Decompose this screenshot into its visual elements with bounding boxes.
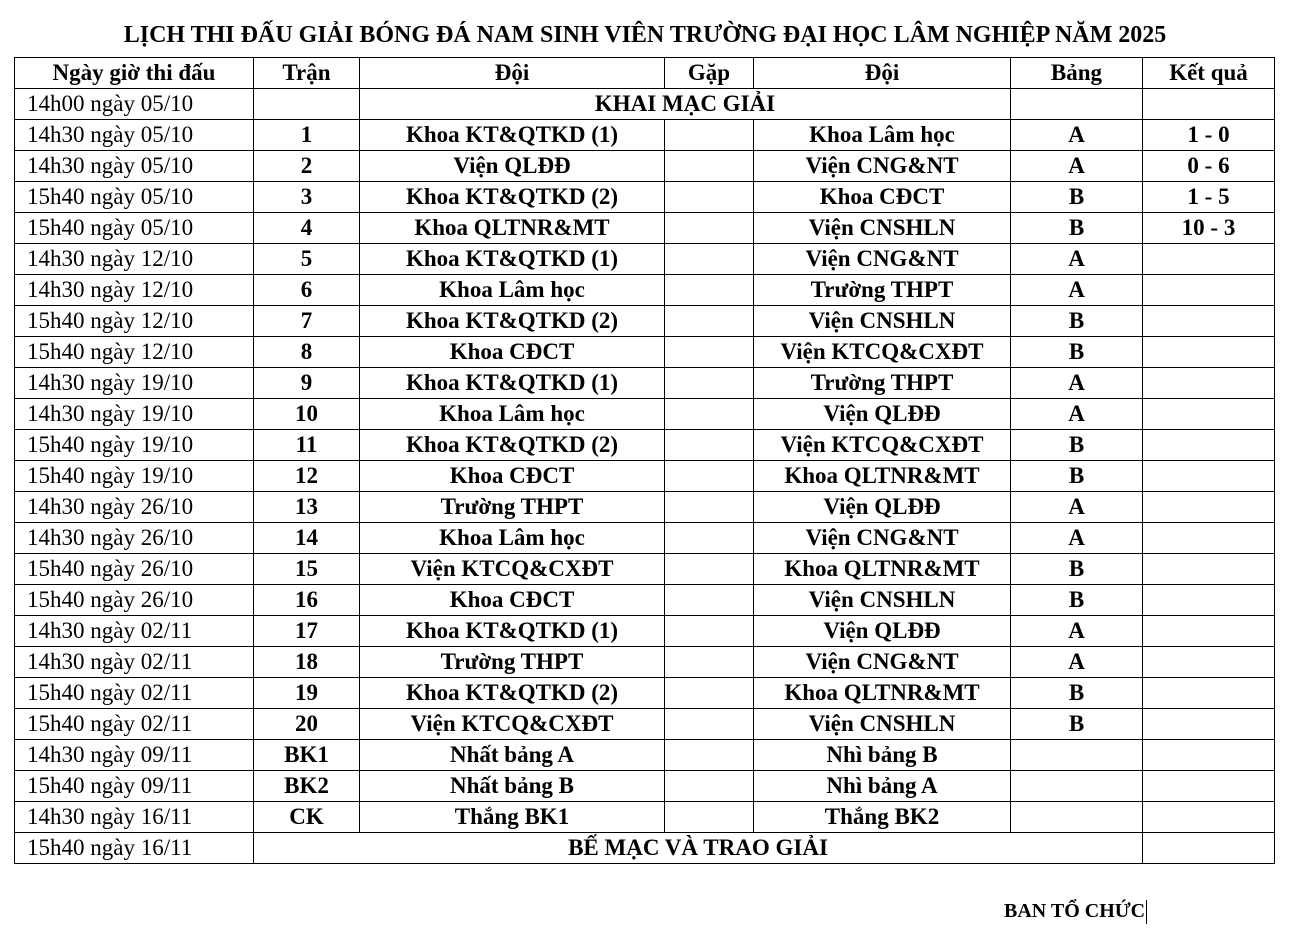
table-row [15,492,1275,523]
group-name [1011,740,1143,771]
match-result [1143,802,1275,833]
team1-name: Khoa CĐCT [360,337,665,368]
match-number: 20 [254,709,360,740]
team1-name: Trường THPT [360,492,665,523]
match-result [1143,616,1275,647]
match-number: 19 [254,678,360,709]
match-time: 14h30 ngày 16/11 [15,802,254,833]
table-row [15,740,1275,771]
opening-row [15,89,1275,120]
group-name: B [1011,430,1143,461]
match-number: 15 [254,554,360,585]
match-number: 2 [254,151,360,182]
match-result [1143,585,1275,616]
match-number: 13 [254,492,360,523]
vs-cell [665,430,754,461]
table-row [15,306,1275,337]
match-number: 17 [254,616,360,647]
table-row [15,430,1275,461]
table-row [15,120,1275,151]
team1-name: Khoa KT&QTKD (2) [360,678,665,709]
group-name: B [1011,554,1143,585]
team2-name: Viện CNG&NT [754,647,1011,678]
match-number: 5 [254,244,360,275]
text-cursor [1146,900,1147,924]
match-number: BK1 [254,740,360,771]
match-result [1143,337,1275,368]
header-datetime: Ngày giờ thi đấu [15,58,254,89]
match-number: 7 [254,306,360,337]
team2-name: Viện QLĐĐ [754,616,1011,647]
match-number: 3 [254,182,360,213]
team2-name: Viện CNSHLN [754,709,1011,740]
match-number: 11 [254,430,360,461]
table-row [15,151,1275,182]
group-name: A [1011,616,1143,647]
table-row [15,647,1275,678]
team1-name: Khoa KT&QTKD (1) [360,616,665,647]
team2-name: Khoa Lâm học [754,120,1011,151]
table-row [15,399,1275,430]
match-number: 16 [254,585,360,616]
table-row [15,461,1275,492]
vs-cell [665,771,754,802]
team1-name: Viện KTCQ&CXĐT [360,554,665,585]
table-row [15,678,1275,709]
match-time: 14h30 ngày 05/10 [15,120,254,151]
match-time: 14h30 ngày 02/11 [15,616,254,647]
match-result [1143,771,1275,802]
match-result [1143,523,1275,554]
header-team2: Đội [754,58,1011,89]
closing-label: BẾ MẠC VÀ TRAO GIẢI [254,833,1143,864]
group-name: A [1011,492,1143,523]
vs-cell [665,213,754,244]
header-team1: Đội [360,58,665,89]
vs-cell [665,337,754,368]
match-time: 15h40 ngày 26/10 [15,554,254,585]
group-name: A [1011,275,1143,306]
closing-row [15,833,1275,864]
vs-cell [665,523,754,554]
match-number: 12 [254,461,360,492]
match-time: 14h30 ngày 09/11 [15,740,254,771]
vs-cell [665,368,754,399]
match-number: 18 [254,647,360,678]
group-name: A [1011,244,1143,275]
group-name: A [1011,120,1143,151]
match-result: 0 - 6 [1143,151,1275,182]
match-result: 1 - 0 [1143,120,1275,151]
team2-name: Viện CNG&NT [754,244,1011,275]
match-time: 15h40 ngày 19/10 [15,430,254,461]
vs-cell [665,399,754,430]
team2-name: Viện QLĐĐ [754,399,1011,430]
match-result [1143,368,1275,399]
team2-name: Viện CNSHLN [754,585,1011,616]
table-row [15,771,1275,802]
match-number: 6 [254,275,360,306]
group-name: B [1011,213,1143,244]
team2-name: Viện QLĐĐ [754,492,1011,523]
team1-name: Trường THPT [360,647,665,678]
match-number: 1 [254,120,360,151]
group-name [1011,771,1143,802]
match-time: 14h30 ngày 26/10 [15,523,254,554]
team2-name: Nhì bảng A [754,771,1011,802]
closing-empty-cell [1143,833,1275,864]
vs-cell [665,492,754,523]
team2-name: Viện KTCQ&CXĐT [754,337,1011,368]
team1-name: Nhất bảng B [360,771,665,802]
match-number: CK [254,802,360,833]
opening-empty-cell [1143,89,1275,120]
closing-time: 15h40 ngày 16/11 [15,833,254,864]
match-time: 15h40 ngày 12/10 [15,306,254,337]
team2-name: Trường THPT [754,275,1011,306]
header-match: Trận [254,58,360,89]
team1-name: Khoa CĐCT [360,461,665,492]
match-result: 1 - 5 [1143,182,1275,213]
match-number: 8 [254,337,360,368]
team1-name: Khoa KT&QTKD (1) [360,244,665,275]
page-title: LỊCH THI ĐẤU GIẢI BÓNG ĐÁ NAM SINH VIÊN TRƯỜNG ĐẠI HỌC LÂM NGHIỆP NĂM 2025 [123,22,1167,48]
vs-cell [665,678,754,709]
match-time: 15h40 ngày 09/11 [15,771,254,802]
match-time: 14h30 ngày 12/10 [15,244,254,275]
group-name: A [1011,151,1143,182]
schedule-table [14,57,1275,864]
match-time: 15h40 ngày 02/11 [15,678,254,709]
match-result [1143,461,1275,492]
table-row [15,616,1275,647]
match-time: 15h40 ngày 19/10 [15,461,254,492]
table-row [15,554,1275,585]
match-time: 14h30 ngày 26/10 [15,492,254,523]
signature-text: BAN TỔ CHỨC [1004,900,1146,922]
table-row [15,709,1275,740]
team1-name: Viện QLĐĐ [360,151,665,182]
team1-name: Viện KTCQ&CXĐT [360,709,665,740]
vs-cell [665,182,754,213]
match-number: 14 [254,523,360,554]
team2-name: Viện CNG&NT [754,523,1011,554]
group-name: B [1011,709,1143,740]
table-row [15,523,1275,554]
table-row [15,182,1275,213]
match-result [1143,306,1275,337]
vs-cell [665,740,754,771]
match-result [1143,399,1275,430]
header-result: Kết quả [1143,58,1275,89]
match-result [1143,709,1275,740]
match-result [1143,740,1275,771]
group-name: B [1011,306,1143,337]
team1-name: Khoa KT&QTKD (2) [360,182,665,213]
match-time: 14h30 ngày 19/10 [15,368,254,399]
match-time: 14h30 ngày 02/11 [15,647,254,678]
opening-label: KHAI MẠC GIẢI [360,89,1011,120]
team2-name: Thắng BK2 [754,802,1011,833]
vs-cell [665,244,754,275]
header-vs: Gặp [665,58,754,89]
team2-name: Nhì bảng B [754,740,1011,771]
vs-cell [665,461,754,492]
match-time: 14h30 ngày 19/10 [15,399,254,430]
match-number: BK2 [254,771,360,802]
vs-cell [665,802,754,833]
team1-name: Khoa CĐCT [360,585,665,616]
team2-name: Khoa QLTNR&MT [754,678,1011,709]
vs-cell [665,306,754,337]
match-result [1143,275,1275,306]
group-name: B [1011,182,1143,213]
table-row [15,585,1275,616]
table-row [15,368,1275,399]
table-row [15,802,1275,833]
team1-name: Thắng BK1 [360,802,665,833]
team1-name: Khoa KT&QTKD (2) [360,306,665,337]
match-time: 15h40 ngày 02/11 [15,709,254,740]
vs-cell [665,709,754,740]
table-header-row [15,58,1275,89]
group-name [1011,802,1143,833]
team1-name: Khoa KT&QTKD (1) [360,368,665,399]
group-name: B [1011,337,1143,368]
match-time: 14h30 ngày 12/10 [15,275,254,306]
match-number: 10 [254,399,360,430]
group-name: A [1011,368,1143,399]
team2-name: Khoa QLTNR&MT [754,554,1011,585]
opening-empty-cell [254,89,360,120]
team1-name: Khoa KT&QTKD (1) [360,120,665,151]
group-name: A [1011,399,1143,430]
match-time: 15h40 ngày 26/10 [15,585,254,616]
opening-empty-cell [1011,89,1143,120]
group-name: B [1011,678,1143,709]
header-group: Bảng [1011,58,1143,89]
match-result: 10 - 3 [1143,213,1275,244]
match-result [1143,492,1275,523]
match-number: 9 [254,368,360,399]
team1-name: Khoa Lâm học [360,523,665,554]
team2-name: Viện CNG&NT [754,151,1011,182]
team1-name: Khoa QLTNR&MT [360,213,665,244]
team1-name: Khoa KT&QTKD (2) [360,430,665,461]
team1-name: Khoa Lâm học [360,399,665,430]
group-name: A [1011,647,1143,678]
table-row [15,337,1275,368]
table-row [15,275,1275,306]
team2-name: Khoa QLTNR&MT [754,461,1011,492]
match-result [1143,678,1275,709]
team1-name: Nhất bảng A [360,740,665,771]
vs-cell [665,616,754,647]
team2-name: Viện CNSHLN [754,306,1011,337]
match-result [1143,430,1275,461]
team2-name: Trường THPT [754,368,1011,399]
match-time: 15h40 ngày 05/10 [15,213,254,244]
vs-cell [665,275,754,306]
match-number: 4 [254,213,360,244]
vs-cell [665,554,754,585]
team1-name: Khoa Lâm học [360,275,665,306]
table-row [15,213,1275,244]
team2-name: Viện KTCQ&CXĐT [754,430,1011,461]
match-time: 15h40 ngày 05/10 [15,182,254,213]
vs-cell [665,120,754,151]
vs-cell [665,647,754,678]
signature [1004,898,1147,924]
opening-time: 14h00 ngày 05/10 [15,89,254,120]
group-name: B [1011,461,1143,492]
match-result [1143,244,1275,275]
group-name: A [1011,523,1143,554]
match-time: 14h30 ngày 05/10 [15,151,254,182]
vs-cell [665,151,754,182]
table-row [15,244,1275,275]
team2-name: Khoa CĐCT [754,182,1011,213]
match-result [1143,647,1275,678]
match-result [1143,554,1275,585]
match-time: 15h40 ngày 12/10 [15,337,254,368]
group-name: B [1011,585,1143,616]
team2-name: Viện CNSHLN [754,213,1011,244]
vs-cell [665,585,754,616]
